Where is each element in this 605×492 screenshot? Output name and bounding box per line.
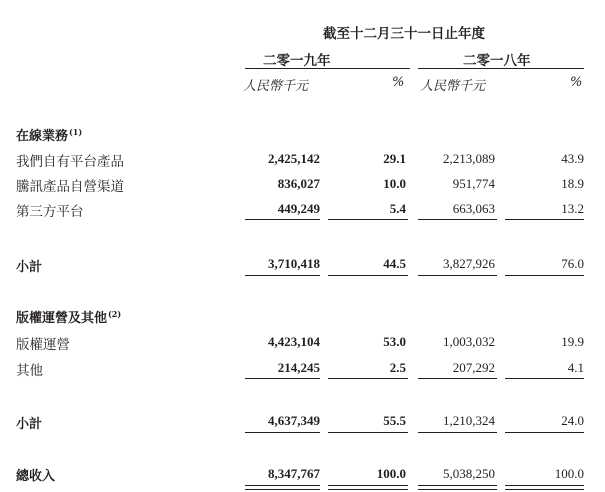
year-current-underline	[245, 68, 410, 69]
pct-current: 5.4	[389, 201, 406, 216]
value-current: 836,027	[277, 176, 320, 191]
row-label: 其他	[16, 363, 43, 379]
subtotal-pct-prior: 24.0	[561, 413, 584, 428]
row-label: 第三方平台	[16, 204, 84, 220]
total-pct-prior: 100.0	[554, 466, 584, 481]
value-current: 4,423,104	[268, 334, 320, 349]
period-title: 截至十二月三十一日止年度	[323, 26, 485, 42]
subtotal-rule	[245, 219, 320, 220]
subtotal-current: 3,710,418	[268, 256, 320, 271]
total-pct-current: 100.0	[376, 466, 406, 481]
subtotal-rule	[245, 378, 320, 379]
subtotal-rule	[418, 378, 497, 379]
subtotal-underline	[505, 275, 584, 276]
pct-prior: 18.9	[561, 176, 584, 191]
pct-prior: 43.9	[561, 151, 584, 166]
total-double-rule	[328, 489, 408, 490]
total-double-rule	[505, 485, 584, 486]
subtotal-rule	[418, 219, 497, 220]
value-prior: 1,003,032	[443, 334, 495, 349]
value-prior: 2,213,089	[443, 151, 495, 166]
subtotal-rule	[328, 219, 408, 220]
unit-label-prior: 人民幣千元	[420, 79, 486, 94]
total-double-rule	[505, 489, 584, 490]
total-double-rule	[245, 489, 320, 490]
total-double-rule	[418, 489, 497, 490]
value-current: 214,245	[277, 360, 320, 375]
total-label: 總收入	[16, 469, 56, 484]
subtotal-rule	[505, 378, 584, 379]
value-prior: 207,292	[452, 360, 495, 375]
value-current: 2,425,142	[268, 151, 320, 166]
row-label: 版權運營	[16, 337, 70, 353]
subtotal-underline	[245, 432, 320, 433]
pct-label-prior: %	[570, 75, 583, 90]
subtotal-underline	[418, 275, 497, 276]
value-prior: 951,774	[452, 176, 495, 191]
subtotal-underline	[245, 275, 320, 276]
subtotal-prior: 3,827,926	[443, 256, 495, 271]
pct-current: 2.5	[389, 360, 406, 375]
subtotal-underline	[505, 432, 584, 433]
total-current: 8,347,767	[268, 466, 320, 481]
total-double-rule	[418, 485, 497, 486]
value-prior: 663,063	[452, 201, 495, 216]
subtotal-underline	[328, 275, 408, 276]
subtotal-label: 小計	[16, 260, 43, 275]
pct-current: 10.0	[383, 176, 406, 191]
subtotal-pct-prior: 76.0	[561, 256, 584, 271]
subtotal-prior: 1,210,324	[443, 413, 495, 428]
subtotal-rule	[328, 378, 408, 379]
subtotal-pct-current: 55.5	[383, 413, 406, 428]
row-label: 騰訊產品自營渠道	[16, 179, 124, 195]
subtotal-pct-current: 44.5	[383, 256, 406, 271]
pct-current: 29.1	[383, 151, 406, 166]
pct-prior: 4.1	[567, 360, 584, 375]
subtotal-current: 4,637,349	[268, 413, 320, 428]
subtotal-underline	[328, 432, 408, 433]
pct-prior: 13.2	[561, 201, 584, 216]
pct-current: 53.0	[383, 334, 406, 349]
unit-label-current: 人民幣千元	[243, 79, 309, 94]
pct-label-current: %	[392, 75, 405, 90]
total-prior: 5,038,250	[443, 466, 495, 481]
section-title-copyright: 版權運營及其他$^{(2)}$	[16, 308, 122, 326]
year-prior-underline	[418, 68, 584, 69]
pct-prior: 19.9	[561, 334, 584, 349]
year-current-label: 二零一九年	[263, 53, 331, 69]
subtotal-rule	[505, 219, 584, 220]
year-prior-label: 二零一八年	[463, 53, 531, 69]
total-double-rule	[245, 485, 320, 486]
total-double-rule	[328, 485, 408, 486]
section-title-online: 在線業務$^{(1)}$	[16, 126, 83, 144]
subtotal-label: 小計	[16, 417, 43, 432]
row-label: 我們自有平台產品	[16, 154, 124, 170]
value-current: 449,249	[277, 201, 320, 216]
subtotal-underline	[418, 432, 497, 433]
